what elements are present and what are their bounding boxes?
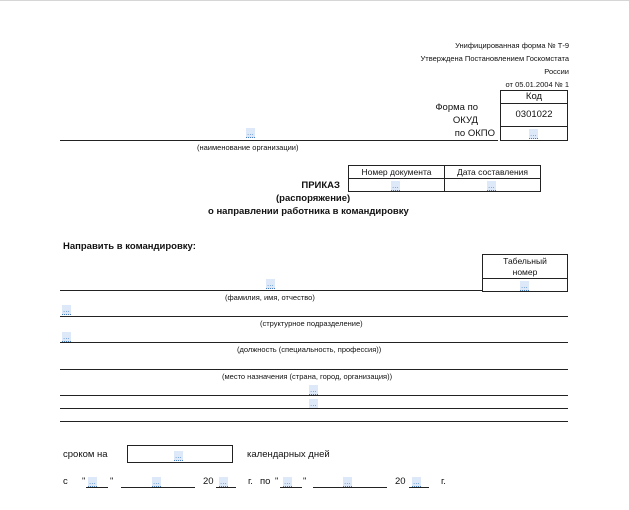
from-label: с	[63, 476, 68, 487]
order-subtitle: (распоряжение)	[276, 193, 351, 204]
destination-input-1[interactable]: ...	[310, 385, 317, 394]
to-month-input[interactable]: ...	[344, 477, 351, 486]
from-quote-close: "	[110, 476, 114, 487]
page-top-border	[0, 0, 629, 1]
codes-header-cell	[500, 90, 568, 104]
from-year-suffix: г.	[248, 476, 253, 487]
doc-date-input[interactable]: ...	[488, 181, 495, 190]
from-quote-open: "	[82, 476, 86, 487]
tabel-header-1: Табельный	[503, 256, 547, 266]
fio-caption: (фамилия, имя, отчество)	[225, 293, 315, 302]
term-label: сроком на	[63, 449, 108, 460]
days-label: календарных дней	[247, 449, 330, 460]
form-unified-label: Унифицированная форма № Т-9	[455, 41, 569, 50]
okpo-label: по ОКПО	[454, 128, 495, 139]
destination-line-4	[60, 421, 568, 422]
destination-line-2	[60, 395, 568, 396]
department-input[interactable]: ...	[63, 305, 70, 314]
send-label: Направить в командировку:	[63, 241, 196, 252]
destination-input-2[interactable]: ...	[310, 399, 317, 408]
okpo-input[interactable]: ...	[530, 129, 537, 138]
fio-line	[60, 290, 482, 291]
destination-caption: (место назначения (страна, город, организация))	[222, 372, 393, 381]
from-day-line	[86, 487, 108, 488]
okud-cell	[500, 103, 568, 127]
to-label: по	[260, 476, 271, 487]
form-approved-label: Утверждена Постановлением Госкомстата	[420, 54, 569, 63]
from-month-line	[121, 487, 195, 488]
destination-line	[60, 369, 568, 370]
doc-date-header-cell	[444, 165, 541, 179]
doc-number-input[interactable]: ...	[392, 181, 399, 190]
days-cell	[127, 445, 233, 463]
to-quote-close: "	[303, 476, 307, 487]
tabel-value-cell	[482, 278, 568, 292]
from-day-input[interactable]: ...	[89, 477, 96, 486]
form-okud-label-2: ОКУД	[452, 115, 478, 126]
position-caption: (должность (специальность, профессия))	[237, 345, 382, 354]
organization-caption: (наименование организации)	[197, 143, 299, 152]
from-year-line	[216, 487, 236, 488]
to-quote-open: "	[275, 476, 279, 487]
to-day-input[interactable]: ...	[284, 477, 291, 486]
department-line	[60, 316, 568, 317]
from-month-input[interactable]: ...	[153, 477, 160, 486]
tabel-header-2: номер	[512, 267, 538, 277]
position-input[interactable]: ...	[63, 332, 70, 341]
doc-date-header: Дата составления	[456, 167, 529, 177]
order-purpose: о направлении работника в командировку	[208, 206, 409, 217]
organization-input[interactable]: ...	[247, 128, 254, 137]
from-year-input[interactable]: ...	[220, 477, 227, 486]
to-month-line	[313, 487, 387, 488]
form-date-label: от 05.01.2004 № 1	[505, 80, 569, 89]
to-year-suffix: г.	[441, 476, 446, 487]
tabel-header-cell	[482, 254, 568, 279]
codes-header: Код	[525, 91, 543, 102]
form-okud-label-1: Форма по	[435, 102, 478, 113]
organization-line	[60, 140, 498, 141]
doc-number-header-cell	[348, 165, 445, 179]
order-title: ПРИКАЗ	[301, 180, 340, 191]
fio-input[interactable]: ...	[267, 279, 274, 288]
to-year-prefix: 20	[395, 476, 406, 487]
days-input[interactable]: ...	[175, 451, 182, 460]
department-caption: (структурное подразделение)	[260, 319, 363, 328]
doc-number-header: Номер документа	[361, 167, 432, 177]
okpo-cell	[500, 126, 568, 141]
to-year-input[interactable]: ...	[413, 477, 420, 486]
doc-date-cell	[444, 178, 541, 192]
destination-line-3	[60, 408, 568, 409]
form-country-label: России	[544, 67, 569, 76]
tabel-input[interactable]: ...	[521, 281, 528, 290]
from-year-prefix: 20	[203, 476, 214, 487]
position-line	[60, 342, 568, 343]
doc-number-cell	[348, 178, 445, 192]
to-day-line	[280, 487, 302, 488]
okud-value: 0301022	[515, 109, 553, 120]
to-year-line	[409, 487, 429, 488]
